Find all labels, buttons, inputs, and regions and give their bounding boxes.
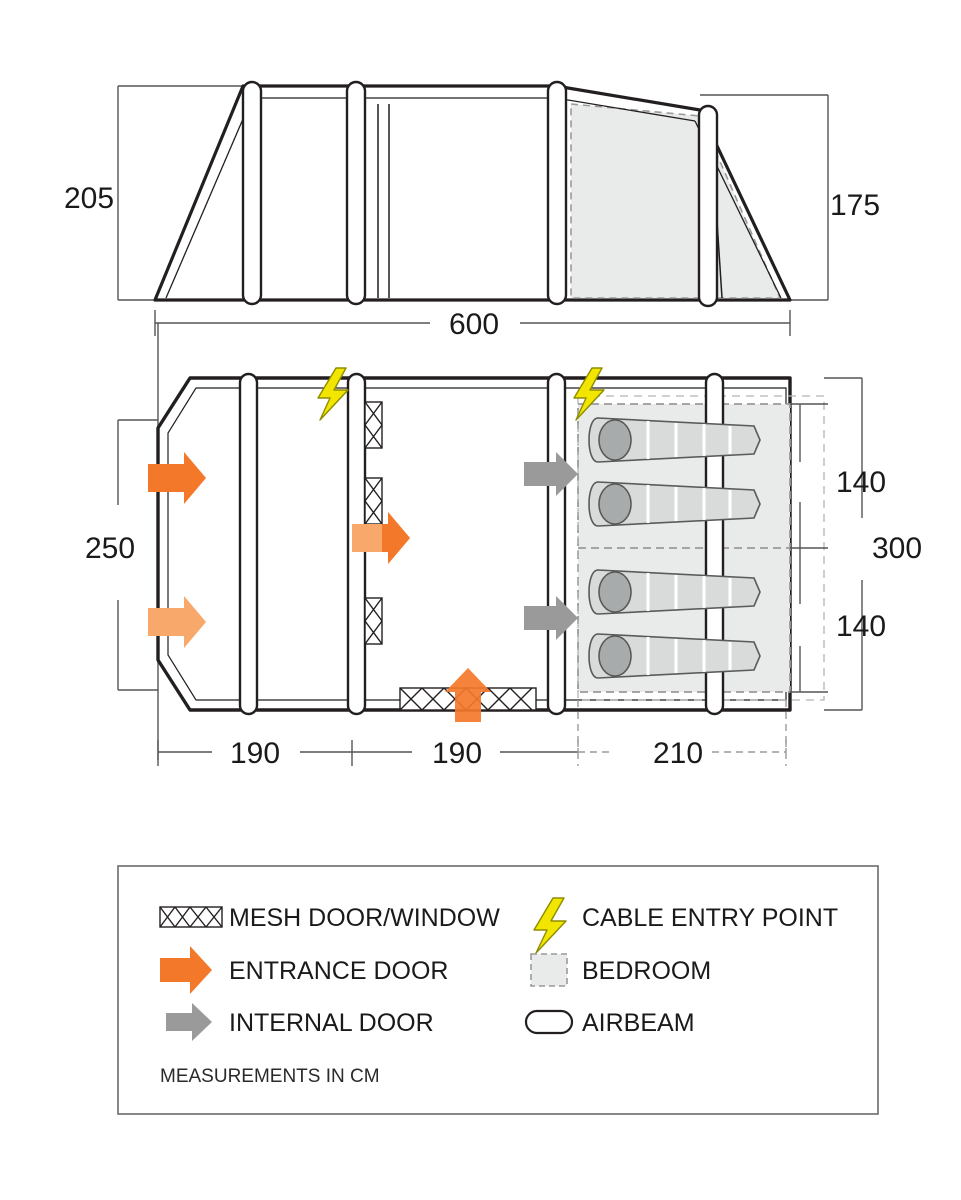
sleeping-bag [589, 634, 760, 678]
legend-label-entrance: ENTRANCE DOOR [229, 957, 449, 985]
capsule-icon [526, 1011, 572, 1033]
sleeping-bag [589, 570, 760, 614]
dashed-rect-icon [531, 954, 567, 986]
mesh-panel-vertical [365, 402, 382, 644]
dimension-bedroom-depth-lower: 140 [836, 610, 887, 643]
side-elevation-view [64, 82, 880, 341]
floor-plan-view [85, 323, 922, 770]
legend-units-note: MEASUREMENTS IN CM [160, 1066, 380, 1087]
legend-label-mesh: MESH DOOR/WINDOW [229, 904, 500, 932]
legend-label-internal: INTERNAL DOOR [229, 1009, 434, 1037]
dimension-width-total: 300 [872, 532, 923, 565]
elevation-bedroom-region [571, 104, 780, 298]
floorplan-bottom-dimensions [158, 740, 578, 766]
floorplan-right-dimensions [790, 378, 862, 710]
legend-label-bedroom: BEDROOM [582, 957, 712, 985]
legend-label-cable: CABLE ENTRY POINT [582, 904, 839, 932]
legend-label-airbeam: AIRBEAM [582, 1009, 695, 1037]
dimension-length-front: 190 [229, 737, 281, 770]
dimension-bedroom-depth-upper: 140 [836, 466, 887, 499]
dimension-width-living: 250 [84, 532, 136, 565]
mesh-icon [160, 907, 222, 927]
dimension-height-left: 205 [63, 182, 115, 215]
legend-box [118, 866, 878, 1114]
dimension-length-total: 600 [448, 308, 500, 341]
dimension-height-right: 175 [830, 189, 881, 222]
sleeping-bag [589, 482, 760, 526]
sleeping-bag [589, 418, 760, 462]
dimension-length-middle: 190 [431, 737, 483, 770]
dimension-length-bedroom: 210 [652, 737, 704, 770]
